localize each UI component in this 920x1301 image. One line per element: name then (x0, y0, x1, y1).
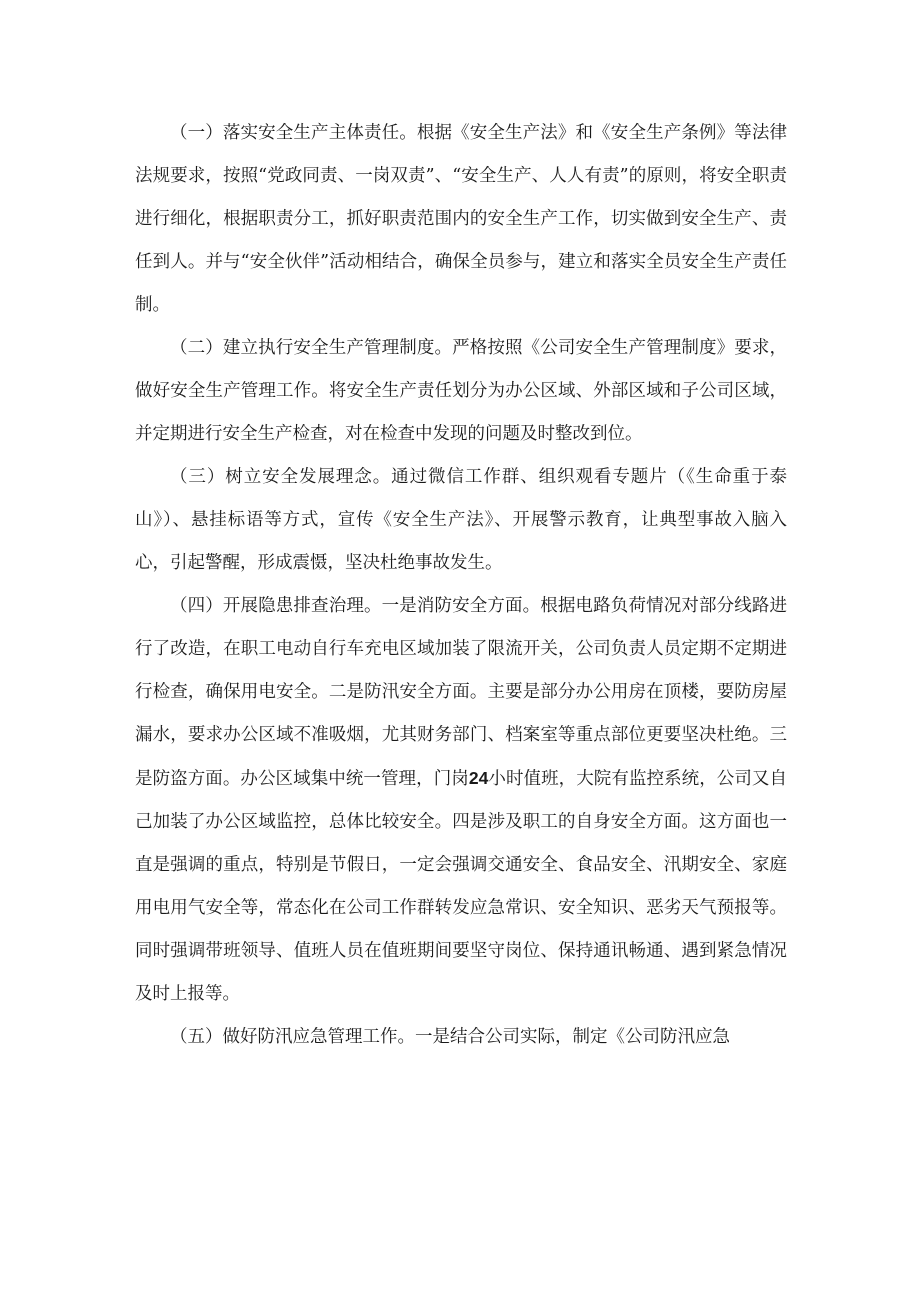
paragraph-2: （二）建立执行安全生产管理制度。严格按照《公司安全生产管理制度》要求，做好安全生产管理工作。将安全生产责任划分为办公区域、外部区域和子公司区域，并定期进行安全生产检查，对在检查中发现的问题及时整改到位。 (135, 338, 787, 444)
document-body (135, 112, 787, 1059)
paragraph-1: （一）落实安全生产主体责任。根据《安全生产法》和《安全生产条例》等法律法规要求，按照“党政同责、一岗双责”、“安全生产、人人有责”的原则，将安全职责进行细化，根据职责分工，抓好职责范围内的安全生产工作，切实做到安全生产、责任到人。并与“安全伙伴”活动相结合，确保全员参与，建立和落实全员安全生产责任制。 (135, 123, 787, 315)
paragraph-4 (135, 585, 787, 1016)
paragraph-5: （五）做好防汛应急管理工作。一是结合公司实际，制定《公司防汛应急 (170, 1027, 730, 1047)
paragraph-4-part-1: （四）开展隐患排查治理。一是消防安全方面。根据电路负荷情况对部分线路进行了改造，在职工电动自行车充电区域加装了限流开关，公司负责人员定期不定期进行检查，确保用电安全。二是防汛安全方面。主要是部分办公用房在顶楼，要防房屋漏水，要求办公区域不准吸烟，尤其财务部门、档案室等重点部位更要坚决杜绝。三是防盗方面。办公区域集中统一管理，门岗 (135, 596, 787, 789)
paragraph-4-number: 24 (468, 768, 489, 788)
paragraph-4-part-2: 小时值班，大院有监控系统，公司又自己加装了办公区域监控，总体比较安全。四是涉及职工的自身安全方面。这方面也一直是强调的重点，特别是节假日，一定会强调交通安全、食品安全、汛期安全、家庭用电用气安全等，常态化在公司工作群转发应急常识、安全知识、恶劣天气预报等。同时强调带班领导、值班人员在值班期间要坚守岗位、保持通讯畅通、遇到紧急情况及时上报等。 (135, 769, 788, 1004)
paragraph-3: （三）树立安全发展理念。通过微信工作群、组织观看专题片（《生命重于泰山》）、悬挂标语等方式，宣传《安全生产法》、开展警示教育，让典型事故入脑入心，引起警醒，形成震慑，坚决杜绝事故发生。 (135, 467, 787, 573)
